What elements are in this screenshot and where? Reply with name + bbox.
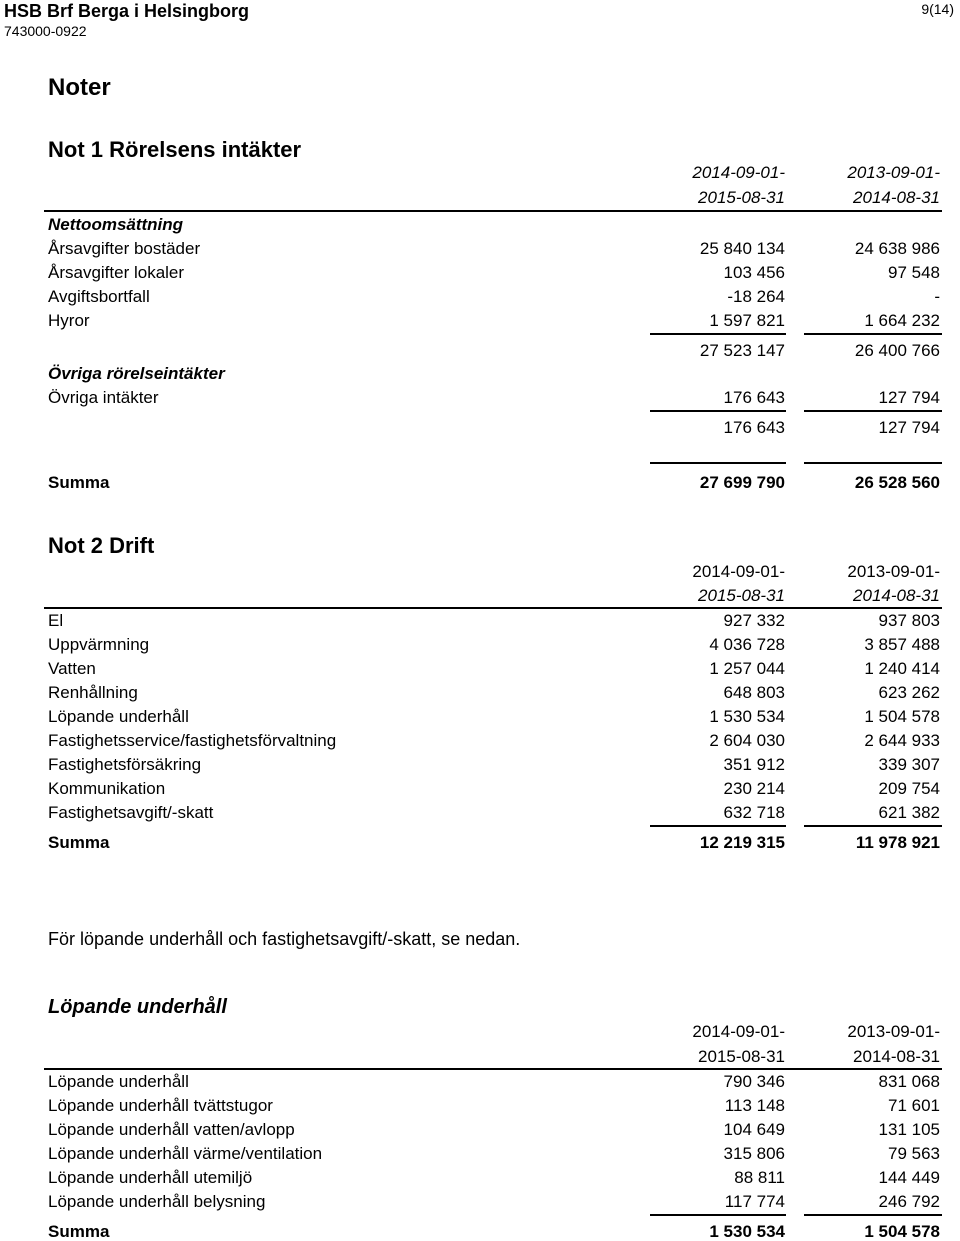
row-label: Löpande underhåll utemiljö	[48, 1168, 253, 1187]
note2-period1-end: 2015-08-31	[698, 586, 785, 605]
row-value-previous: 623 262	[878, 683, 940, 702]
row-value-previous: 246 792	[878, 1192, 940, 1211]
row-value-previous: 144 449	[878, 1168, 940, 1187]
row-label: Fastighetsförsäkring	[48, 755, 202, 774]
row-value-previous: 937 803	[878, 611, 940, 630]
row-value-current: 113 148	[724, 1096, 785, 1115]
total-previous: 1 504 578	[864, 1222, 940, 1241]
total-current: 27 699 790	[699, 473, 785, 492]
total-rule	[804, 825, 942, 827]
org-number: 743000-0922	[4, 23, 87, 39]
total-current: 12 219 315	[699, 833, 785, 852]
note1-title: Not 1 Rörelsens intäkter	[48, 137, 302, 162]
subtotal-rule	[650, 333, 786, 335]
row-value-previous: 621 382	[878, 803, 940, 822]
total-rule	[650, 462, 786, 464]
row-label: Uppvärmning	[48, 635, 150, 654]
row-value-previous: 209 754	[878, 779, 940, 798]
row-value-current: 790 346	[723, 1072, 785, 1091]
row-value-previous: 131 105	[878, 1120, 940, 1139]
row-value-previous: 1 504 578	[864, 707, 940, 726]
row-value-current: 88 811	[734, 1168, 785, 1187]
row-value-current: 117 774	[724, 1192, 785, 1211]
subtotal-current: 176 643	[723, 418, 785, 437]
total-previous: 11 978 921	[855, 833, 940, 852]
row-value-current: 648 803	[723, 683, 785, 702]
note1-period1-end: 2015-08-31	[698, 188, 785, 207]
total-label: Summa	[48, 473, 110, 492]
row-label: Fastighetsavgift/-skatt	[48, 803, 214, 822]
subtotal-current: 27 523 147	[699, 341, 785, 360]
row-value-current: 1 530 534	[709, 707, 785, 726]
row-value-current: 104 649	[723, 1120, 785, 1139]
row-value-current: 927 332	[723, 611, 785, 630]
note2-period2-end: 2014-08-31	[853, 586, 940, 605]
subtotal-rule	[804, 410, 942, 412]
note1-period2-end: 2014-08-31	[853, 188, 940, 207]
note2-period2-start: 2013-09-01-	[847, 562, 940, 581]
row-value-previous: 97 548	[888, 263, 940, 282]
maint-header-rule	[44, 1068, 942, 1070]
total-previous: 26 528 560	[854, 473, 940, 492]
total-rule	[650, 1214, 786, 1216]
row-value-current: 4 036 728	[709, 635, 785, 654]
maint-period2-end: 2014-08-31	[853, 1047, 940, 1066]
row-value-current: 351 912	[723, 755, 785, 774]
row-value-current: 1 597 821	[709, 311, 785, 330]
subtotal-previous: 26 400 766	[854, 341, 940, 360]
row-label: Årsavgifter bostäder	[48, 239, 201, 258]
row-value-current: 176 643	[723, 388, 785, 407]
note1-section2-title: Övriga rörelseintäkter	[48, 364, 225, 383]
row-label: Vatten	[48, 659, 96, 678]
subtotal-rule	[650, 410, 786, 412]
row-value-previous: 339 307	[878, 755, 940, 774]
remark-text: För löpande underhåll och fastighetsavgift/-skatt, se nedan.	[48, 929, 521, 949]
note2-period1-start: 2014-09-01-	[692, 562, 785, 581]
row-value-current: 25 840 134	[699, 239, 785, 258]
note1-header-rule	[44, 210, 942, 212]
row-label: Hyror	[48, 311, 90, 330]
page-title: Noter	[48, 74, 111, 101]
total-rule	[804, 462, 942, 464]
row-value-current: -18 264	[727, 287, 785, 306]
note1-period1-start: 2014-09-01-	[692, 163, 785, 182]
row-value-previous: 1 240 414	[864, 659, 940, 678]
row-label: Fastighetsservice/fastighetsförvaltning	[48, 731, 337, 750]
row-value-previous: 71 601	[888, 1096, 940, 1115]
row-value-previous: -	[934, 287, 940, 306]
row-label: Löpande underhåll vatten/avlopp	[48, 1120, 295, 1139]
row-label: El	[48, 611, 64, 630]
row-label: Löpande underhåll värme/ventilation	[48, 1144, 323, 1163]
row-label: Renhållning	[48, 683, 138, 702]
row-value-previous: 24 638 986	[854, 239, 940, 258]
note1-period2-start: 2013-09-01-	[847, 163, 940, 182]
note1-section1-title: Nettoomsättning	[48, 215, 184, 234]
row-value-current: 103 456	[723, 263, 785, 282]
total-label: Summa	[48, 1222, 110, 1241]
total-rule	[804, 1214, 942, 1216]
row-label: Löpande underhåll	[48, 1072, 189, 1091]
row-label: Kommunikation	[48, 779, 166, 798]
total-label: Summa	[48, 833, 110, 852]
row-value-previous: 2 644 933	[864, 731, 940, 750]
maint-period1-start: 2014-09-01-	[692, 1022, 785, 1041]
row-label: Löpande underhåll belysning	[48, 1192, 266, 1211]
page-number: 9(14)	[921, 1, 954, 17]
total-rule	[650, 825, 786, 827]
row-value-previous: 79 563	[888, 1144, 940, 1163]
row-value-current: 2 604 030	[709, 731, 785, 750]
subtotal-rule	[804, 333, 942, 335]
row-label: Årsavgifter lokaler	[48, 263, 185, 282]
subtotal-previous: 127 794	[878, 418, 940, 437]
row-value-previous: 3 857 488	[864, 635, 940, 654]
maintenance-title: Löpande underhåll	[48, 996, 227, 1018]
row-value-previous: 831 068	[878, 1072, 940, 1091]
maint-period2-start: 2013-09-01-	[847, 1022, 940, 1041]
row-label: Löpande underhåll tvättstugor	[48, 1096, 273, 1115]
row-value-current: 230 214	[723, 779, 785, 798]
row-value-current: 632 718	[723, 803, 785, 822]
maint-period1-end: 2015-08-31	[698, 1047, 785, 1066]
row-label: Övriga intäkter	[48, 388, 159, 407]
row-label: Avgiftsbortfall	[48, 287, 150, 306]
org-name: HSB Brf Berga i Helsingborg	[4, 1, 250, 21]
total-current: 1 530 534	[709, 1222, 785, 1241]
row-value-current: 315 806	[723, 1144, 785, 1163]
row-value-previous: 127 794	[878, 388, 940, 407]
row-value-previous: 1 664 232	[864, 311, 940, 330]
row-label: Löpande underhåll	[48, 707, 189, 726]
row-value-current: 1 257 044	[709, 659, 785, 678]
note2-title: Not 2 Drift	[48, 533, 155, 558]
note2-header-rule	[44, 607, 942, 609]
